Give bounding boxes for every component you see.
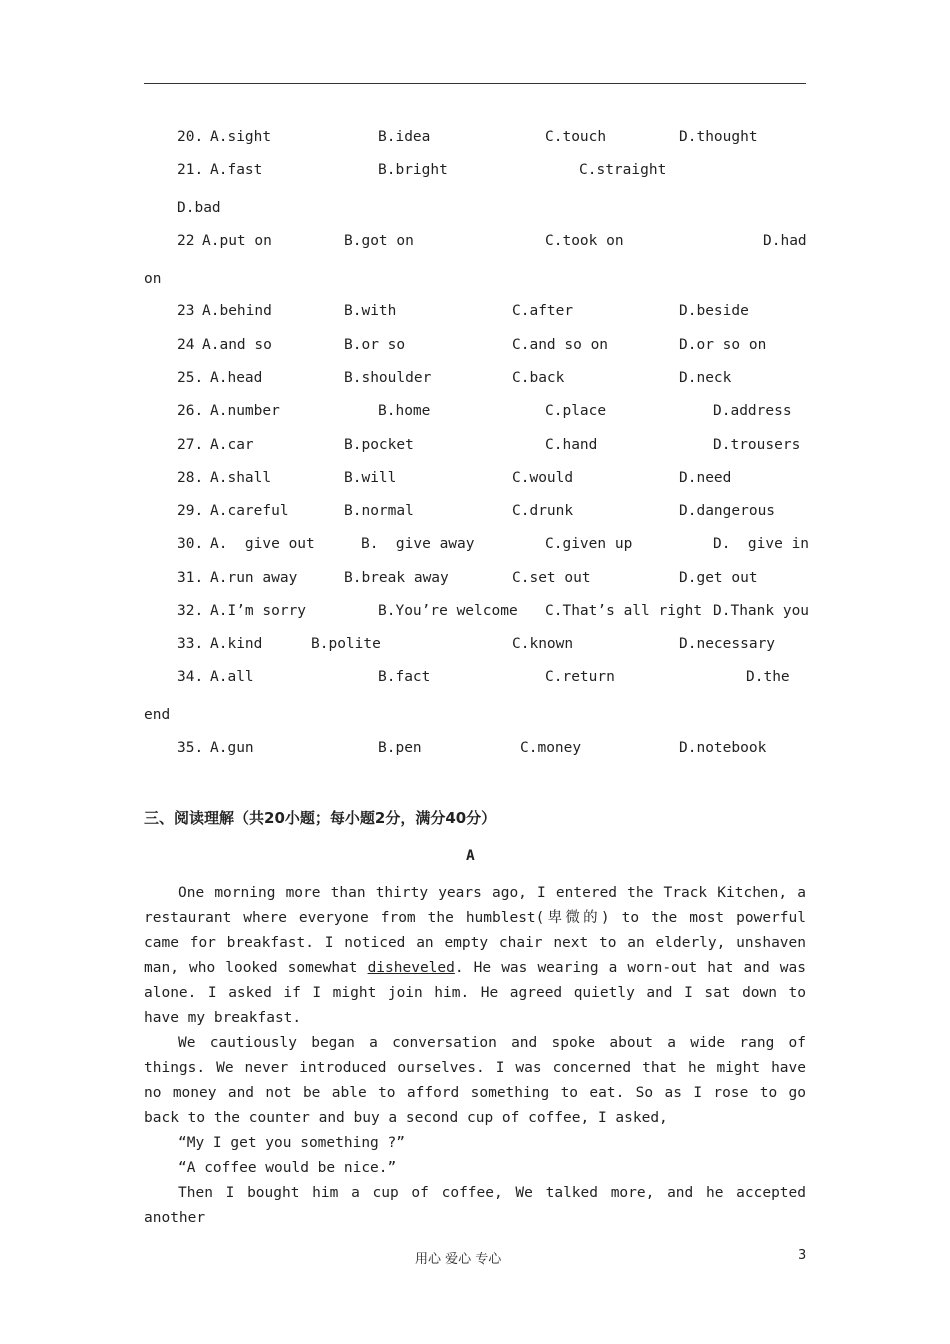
question-number: 22 bbox=[177, 233, 195, 249]
option-b: B.polite bbox=[311, 636, 381, 652]
option-b: B.break away bbox=[344, 570, 449, 586]
option-c: C.straight bbox=[579, 162, 667, 178]
option-d-continued: on bbox=[144, 271, 162, 287]
option-b: B.idea bbox=[378, 129, 431, 145]
option-a: A.head bbox=[210, 370, 263, 386]
question-number: 26. bbox=[177, 403, 204, 419]
option-d: D.get out bbox=[679, 570, 758, 586]
option-d: D.need bbox=[679, 470, 732, 486]
option-d: D.notebook bbox=[679, 740, 767, 756]
paragraph-2: We cautiously began a conversation and spoke about a wide rang of things. We never introduced ourselves. I was concerned that he might have no money and not be able to afford something to eat. So as I rose to go back to the counter and buy a second cup of coffee, I asked, bbox=[144, 1035, 806, 1126]
option-d: D.address bbox=[713, 403, 792, 419]
option-d: D.beside bbox=[679, 303, 749, 319]
dialogue-line-2: “A coffee would be nice.” bbox=[178, 1160, 397, 1176]
dialogue-line-1: “My I get you something ?” bbox=[178, 1135, 405, 1151]
option-c: C.That’s all right bbox=[545, 603, 703, 619]
option-b: B.fact bbox=[378, 669, 431, 685]
option-b: B.normal bbox=[344, 503, 414, 519]
option-a: A.put on bbox=[202, 233, 272, 249]
option-b: B.pen bbox=[378, 740, 422, 756]
option-a: A. give out bbox=[210, 536, 315, 552]
question-number: 20. bbox=[177, 129, 204, 145]
footer-motto: 用心 爱心 专心 bbox=[415, 1252, 502, 1267]
option-d: D.necessary bbox=[679, 636, 776, 652]
option-a: A.all bbox=[210, 669, 254, 685]
option-a: A.shall bbox=[210, 470, 272, 486]
passage-label: A bbox=[466, 848, 475, 864]
option-b: B.shoulder bbox=[344, 370, 432, 386]
option-a: A.kind bbox=[210, 636, 263, 652]
option-a: A.run away bbox=[210, 570, 298, 586]
question-number: 21. bbox=[177, 162, 204, 178]
option-d: D.or so on bbox=[679, 337, 767, 353]
option-a: A.number bbox=[210, 403, 280, 419]
option-c: C.took on bbox=[545, 233, 624, 249]
option-d: D.neck bbox=[679, 370, 732, 386]
paragraph-1-text: One morning more than thirty years ago, I entered the Track Kitchen, a restaurant where everyone from the humblest(卑微的) to the most powerful came for breakfast. I noticed an empty chair next to an elderly, unshaven man, who looked somewhat bbox=[144, 885, 806, 976]
question-number: 28. bbox=[177, 470, 204, 486]
paragraph-1 bbox=[144, 881, 806, 1031]
option-b: B.got on bbox=[344, 233, 414, 249]
option-c: C.back bbox=[512, 370, 565, 386]
question-number: 27. bbox=[177, 437, 204, 453]
option-d: D.bad bbox=[177, 200, 221, 216]
question-number: 33. bbox=[177, 636, 204, 652]
option-b: B. give away bbox=[361, 536, 475, 552]
option-c: C.return bbox=[545, 669, 615, 685]
option-a: A.car bbox=[210, 437, 254, 453]
option-d: D.the bbox=[746, 669, 790, 685]
option-b: B.or so bbox=[344, 337, 406, 353]
option-a: A.I’m sorry bbox=[210, 603, 307, 619]
option-b: B.home bbox=[378, 403, 431, 419]
option-c: C.money bbox=[520, 740, 582, 756]
question-number: 29. bbox=[177, 503, 204, 519]
question-number: 24 bbox=[177, 337, 195, 353]
option-a: A.and so bbox=[202, 337, 272, 353]
question-number: 31. bbox=[177, 570, 204, 586]
option-c: C.place bbox=[545, 403, 607, 419]
option-d: D.Thank you bbox=[713, 603, 810, 619]
option-c: C.after bbox=[512, 303, 574, 319]
question-number: 34. bbox=[177, 669, 204, 685]
option-b: B.bright bbox=[378, 162, 448, 178]
option-b: B.You’re welcome bbox=[378, 603, 518, 619]
question-number: 35. bbox=[177, 740, 204, 756]
option-d: D. give in bbox=[713, 536, 810, 552]
header-rule bbox=[144, 83, 806, 84]
option-b: B.pocket bbox=[344, 437, 414, 453]
section-heading: 三、阅读理解（共20小题；每小题2分，满分40分） bbox=[144, 809, 497, 827]
paragraph-5: Then I bought him a cup of coffee, We talked more, and he accepted another bbox=[144, 1185, 806, 1226]
option-a: A.gun bbox=[210, 740, 254, 756]
option-c: C.given up bbox=[545, 536, 633, 552]
option-b: B.with bbox=[344, 303, 397, 319]
option-d: D.had bbox=[763, 233, 807, 249]
paragraph-1-text-cont: . He was wearing a worn-out hat and was alone. I asked if I might join him. He agreed quietly and I sat down to have my breakfast. bbox=[144, 960, 806, 1026]
option-c: C.and so on bbox=[512, 337, 609, 353]
question-number: 23 bbox=[177, 303, 195, 319]
option-a: A.sight bbox=[210, 129, 272, 145]
question-number: 25. bbox=[177, 370, 204, 386]
option-c: C.known bbox=[512, 636, 574, 652]
option-c: C.would bbox=[512, 470, 574, 486]
option-c: C.touch bbox=[545, 129, 607, 145]
option-d: D.dangerous bbox=[679, 503, 776, 519]
question-number: 30. bbox=[177, 536, 204, 552]
option-b: B.will bbox=[344, 470, 397, 486]
option-a: A.fast bbox=[210, 162, 263, 178]
underlined-word: disheveled bbox=[367, 960, 455, 976]
option-c: C.drunk bbox=[512, 503, 574, 519]
question-number: 32. bbox=[177, 603, 204, 619]
option-c: C.set out bbox=[512, 570, 591, 586]
page-number: 3 bbox=[798, 1248, 807, 1263]
option-c: C.hand bbox=[545, 437, 598, 453]
option-d-continued: end bbox=[144, 707, 171, 723]
option-d: D.thought bbox=[679, 129, 758, 145]
option-a: A.careful bbox=[210, 503, 289, 519]
option-d: D.trousers bbox=[713, 437, 801, 453]
option-a: A.behind bbox=[202, 303, 272, 319]
reading-passage bbox=[144, 881, 806, 1231]
